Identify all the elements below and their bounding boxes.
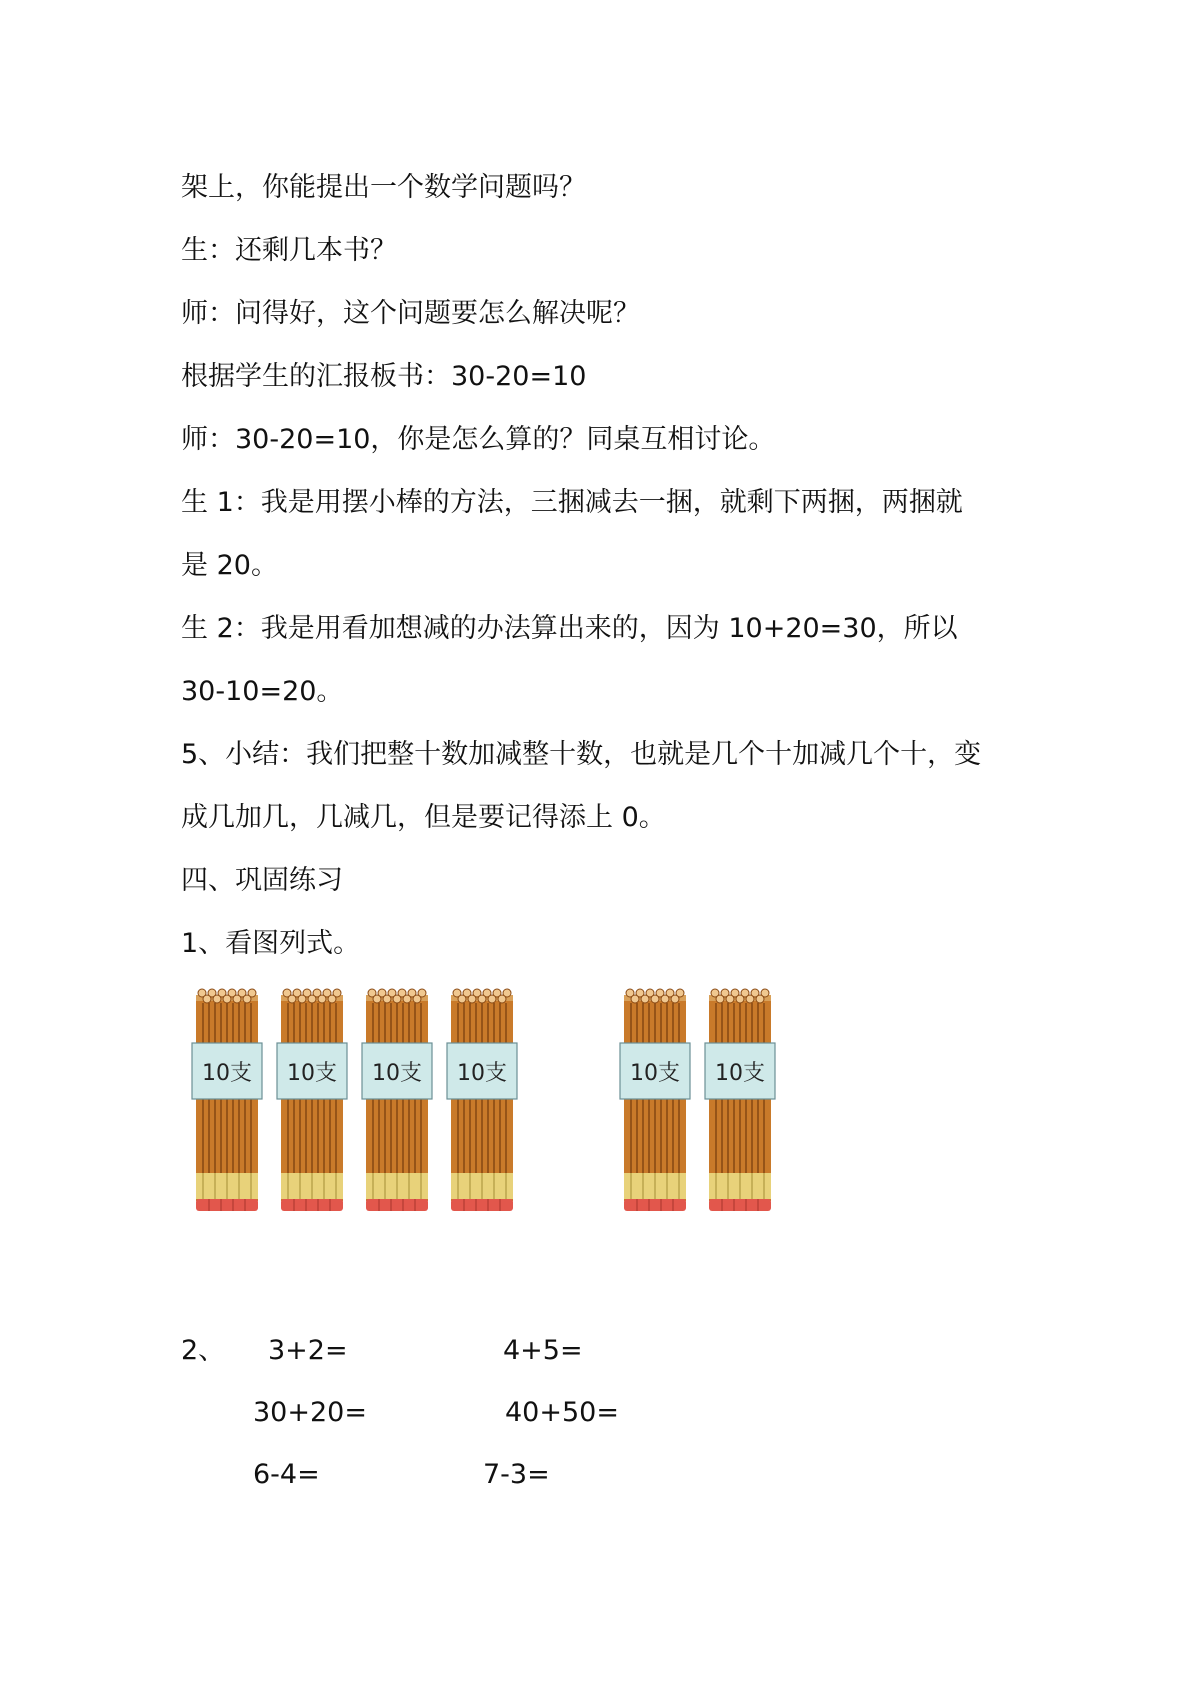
- bundle-label: 10支: [715, 1061, 765, 1086]
- exercise-2-eq-40plus50: 40+50=: [505, 1397, 619, 1428]
- exercise-2-eq-4plus5: 4+5=: [503, 1335, 583, 1366]
- paragraph-5: 师：30-20=10，你是怎么算的？同桌互相讨论。: [181, 424, 776, 455]
- paragraph-8: 生 2：我是用看加想减的办法算出来的，因为 10+20=30，所以: [181, 613, 958, 644]
- paragraph-9: 30-10=20。: [181, 676, 344, 707]
- paragraph-1: 架上，你能提出一个数学问题吗？: [181, 172, 586, 203]
- bundle-label: 10支: [287, 1061, 337, 1086]
- bundle-label: 10支: [630, 1061, 680, 1086]
- paragraph-6: 生 1：我是用摆小棒的方法，三捆减去一捆，就剩下两捆，两捆就: [181, 487, 963, 518]
- bundle-label: 10支: [457, 1061, 507, 1086]
- pencil-bundles-figure: [0, 975, 1191, 1235]
- pencil-bundle: [362, 989, 432, 1211]
- exercise-2-eq-3plus2: 3+2=: [268, 1335, 348, 1366]
- exercise-1-title: 1、看图列式。: [181, 928, 361, 959]
- pencil-bundle: [705, 989, 775, 1211]
- paragraph-10: 5、小结：我们把整十数加减整十数，也就是几个十加减几个十，变: [181, 739, 982, 770]
- exercise-2-eq-7minus3: 7-3=: [483, 1459, 550, 1490]
- paragraph-4: 根据学生的汇报板书：30-20=10: [181, 361, 587, 392]
- paragraph-7: 是 20。: [181, 550, 278, 581]
- pencil-bundle: [192, 989, 262, 1211]
- section-heading-practice: 四、巩固练习: [181, 865, 343, 896]
- exercise-2-label: 2、: [181, 1335, 226, 1366]
- pencil-bundle: [277, 989, 347, 1211]
- pencil-bundles-svg: [0, 975, 1191, 1235]
- pencil-bundle: [447, 989, 517, 1211]
- paragraph-3: 师：问得好，这个问题要怎么解决呢？: [181, 298, 640, 329]
- paragraph-2: 生：还剩几本书？: [181, 235, 397, 266]
- paragraph-11: 成几加几，几减几，但是要记得添上 0。: [181, 802, 666, 833]
- bundle-label: 10支: [372, 1061, 422, 1086]
- pencil-bundle: [620, 989, 690, 1211]
- bundle-label: 10支: [202, 1061, 252, 1086]
- exercise-2-eq-30plus20: 30+20=: [253, 1397, 367, 1428]
- exercise-2-eq-6minus4: 6-4=: [253, 1459, 320, 1490]
